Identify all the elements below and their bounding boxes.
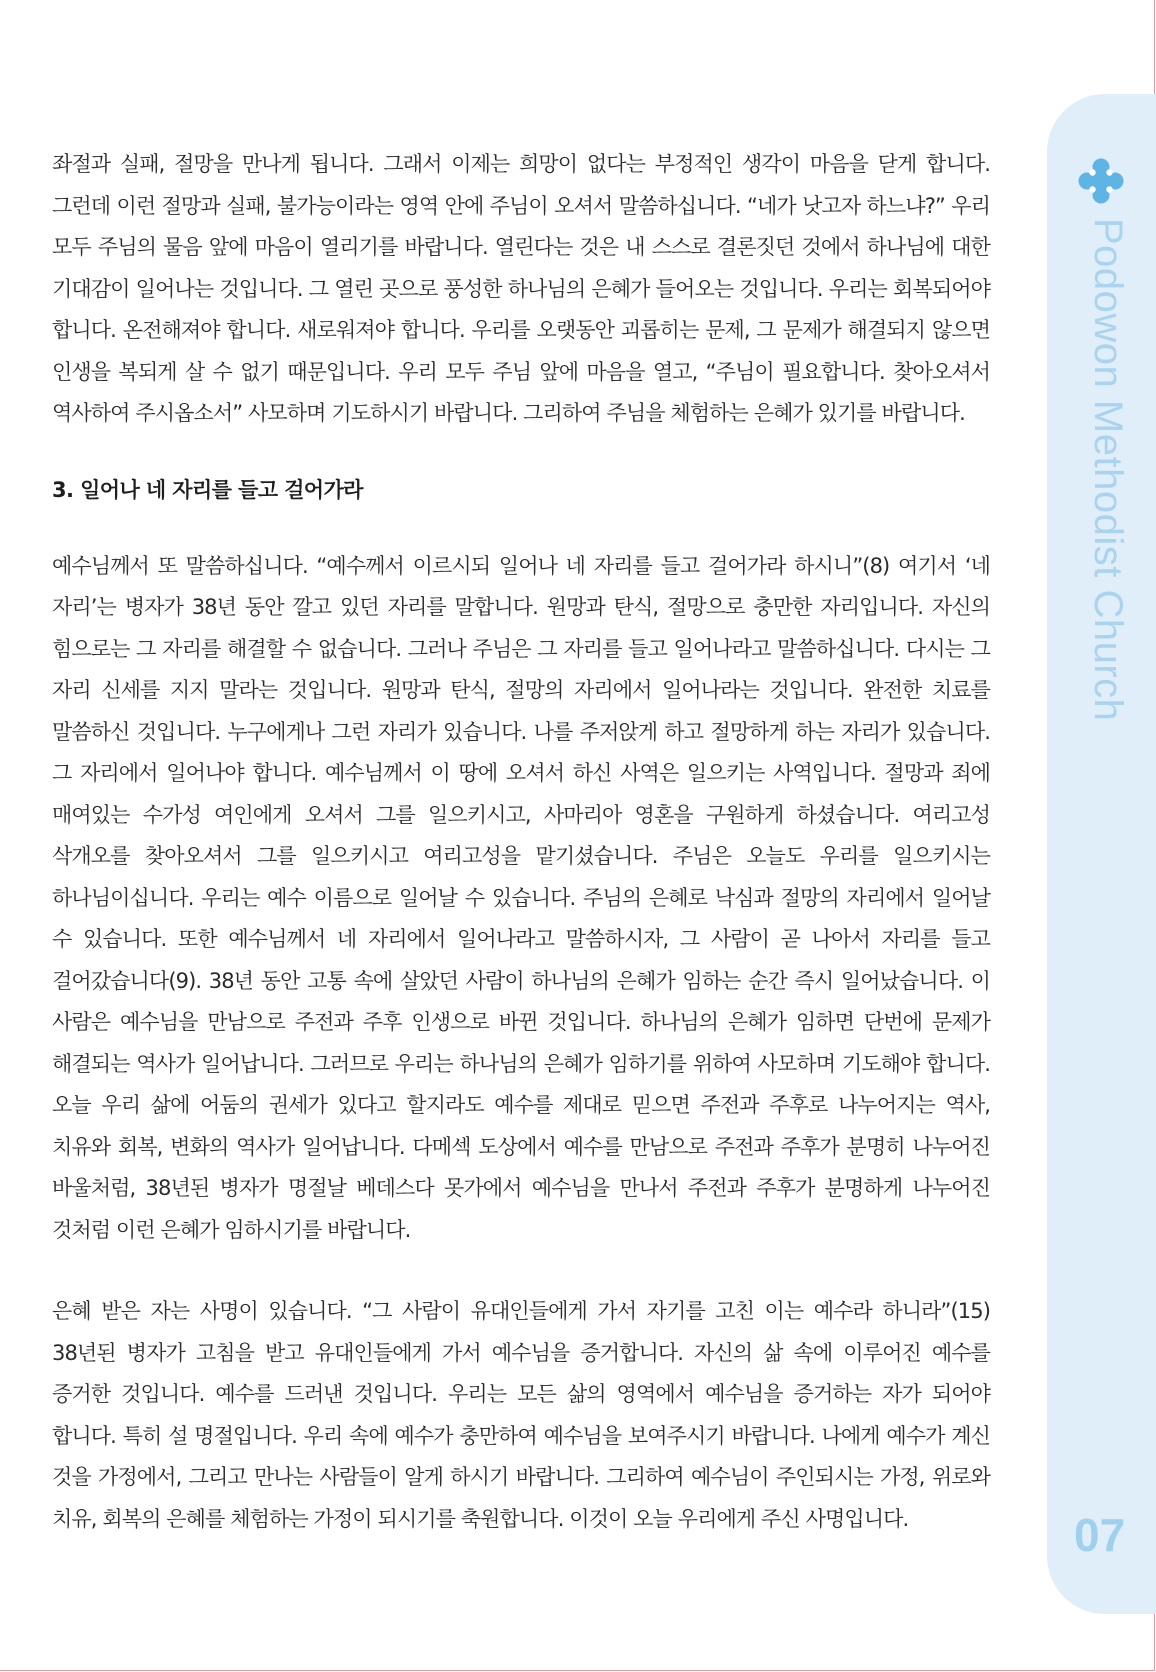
paragraph-spacer [52, 1251, 990, 1291]
sermon-body [52, 144, 990, 1540]
page-number: 07 [1074, 1509, 1126, 1561]
section-heading: 3. 일어나 네 자리를 들고 걸어가라 [52, 477, 363, 502]
church-name-vertical: Podowon Methodist Church [1086, 218, 1130, 722]
paragraph-1: 좌절과 실패, 절망을 만나게 됩니다. 그래서 이제는 희망이 없다는 부정적인 생각이 마음을 닫게 합니다. 그런데 이런 절망과 실패, 불가능이라는 영역 안에 주님이 오셔서 말씀하십니다. “네가 낫고자 하느냐?” 우리 모두 주님의 물음 앞에 마음이 열리기를 바랍니다. 열린다는 것은 내 스스로 결론짓던 것에서 하나님에 대한 기대감이 일어나는 것입니다. 그 열린 곳으로 풍성한 하나님의 은혜가 들어오는 것입니다. 우리는 회복되어야 합니다. 온전해져야 합니다. 새로워져야 합니다. 우리를 오랫동안 괴롭히는 문제, 그 문제가 해결되지 않으면 인생을 복되게 살 수 없기 때문입니다. 우리 모두 주님 앞에 마음을 열고, “주님이 필요합니다. 찾아오셔서 역사하여 주시옵소서” 사모하며 기도하시기 바랍니다. 그리하여 주님을 체험하는 은혜가 있기를 바랍니다. [52, 152, 990, 425]
paragraph-2: 예수님께서 또 말씀하십니다. “예수께서 이르시되 일어나 네 자리를 들고 걸어가라 하시니”(8) 여기서 ‘네 자리’는 병자가 38년 동안 깔고 있던 자리를 말합니다. 원망과 탄식, 절망으로 충만한 자리입니다. 자신의 힘으로는 그 자리를 해결할 수 없습니다. 그러나 주님은 그 자리를 들고 일어나라고 말씀하십니다. 다시는 그 자리 신세를 지지 말라는 것입니다. 원망과 탄식, 절망의 자리에서 일어나라는 것입니다. 완전한 치료를 말씀하신 것입니다. 누구에게나 그런 자리가 있습니다. 나를 주저앉게 하고 절망하게 하는 자리가 있습니다. 그 자리에서 일어나야 합니다. 예수님께서 이 땅에 오셔서 하신 사역은 일으키는 사역입니다. 절망과 죄에 매여있는 수가성 여인에게 오셔서 그를 일으키시고, 사마리아 영혼을 구원하게 하셨습니다. 여리고성 삭개오를 찾아오셔서 그를 일으키시고 여리고성을 맡기셨습니다. 주님은 오늘도 우리를 일으키시는 하나님이십니다. 우리는 예수 이름으로 일어날 수 있습니다. 주님의 은혜로 낙심과 절망의 자리에서 일어날 수 있습니다. 또한 예수님께서 네 자리에서 일어나라고 말씀하시자, 그 사람이 곧 나아서 자리를 들고 걸어갔습니다(9). 38년 동안 고통 속에 살았던 사람이 하나님의 은혜가 임하는 순간 즉시 일어났습니다. 이 사람은 예수님을 만남으로 주전과 주후 인생으로 바뀐 것입니다. 하나님의 은혜가 임하면 단번에 문제가 해결되는 역사가 일어납니다. 그러므로 우리는 하나님의 은혜가 임하기를 위하여 사모하며 기도해야 합니다. 오늘 우리 삶에 어둠의 권세가 있다고 할지라도 예수를 제대로 믿으면 주전과 주후로 나누어지는 역사, 치유와 회복, 변화의 역사가 일어납니다. 다메섹 도상에서 예수를 만남으로 주전과 주후가 분명히 나누어진 바울처럼, 38년된 병자가 명절날 베데스다 못가에서 예수님을 만나서 주전과 주후가 분명하게 나누어진 것처럼 이런 은혜가 임하시기를 바랍니다. [52, 553, 990, 1242]
paragraph-3: 은혜 받은 자는 사명이 있습니다. “그 사람이 유대인들에게 가서 자기를 고친 이는 예수라 하니라”(15) 38년된 병자가 고침을 받고 유대인들에게 가서 예수님을 증거합니다. 자신의 삶 속에 이루어진 예수를 증거한 것입니다. 예수를 드러낸 것입니다. 우리는 모든 삶의 영역에서 예수님을 증거하는 자가 되어야 합니다. 특히 설 명절입니다. 우리 속에 예수가 충만하여 예수님을 보여주시기 바랍니다. 나에게 예수가 계신 것을 가정에서, 그리고 만나는 사람들이 알게 하시기 바랍니다. 그리하여 예수님이 주인되시는 가정, 위로와 치유, 회복의 은혜를 체험하는 가정이 되시기를 축원합니다. 이것이 오늘 우리에게 주신 사명입니다. [52, 1299, 990, 1531]
cross-icon [1078, 158, 1124, 204]
